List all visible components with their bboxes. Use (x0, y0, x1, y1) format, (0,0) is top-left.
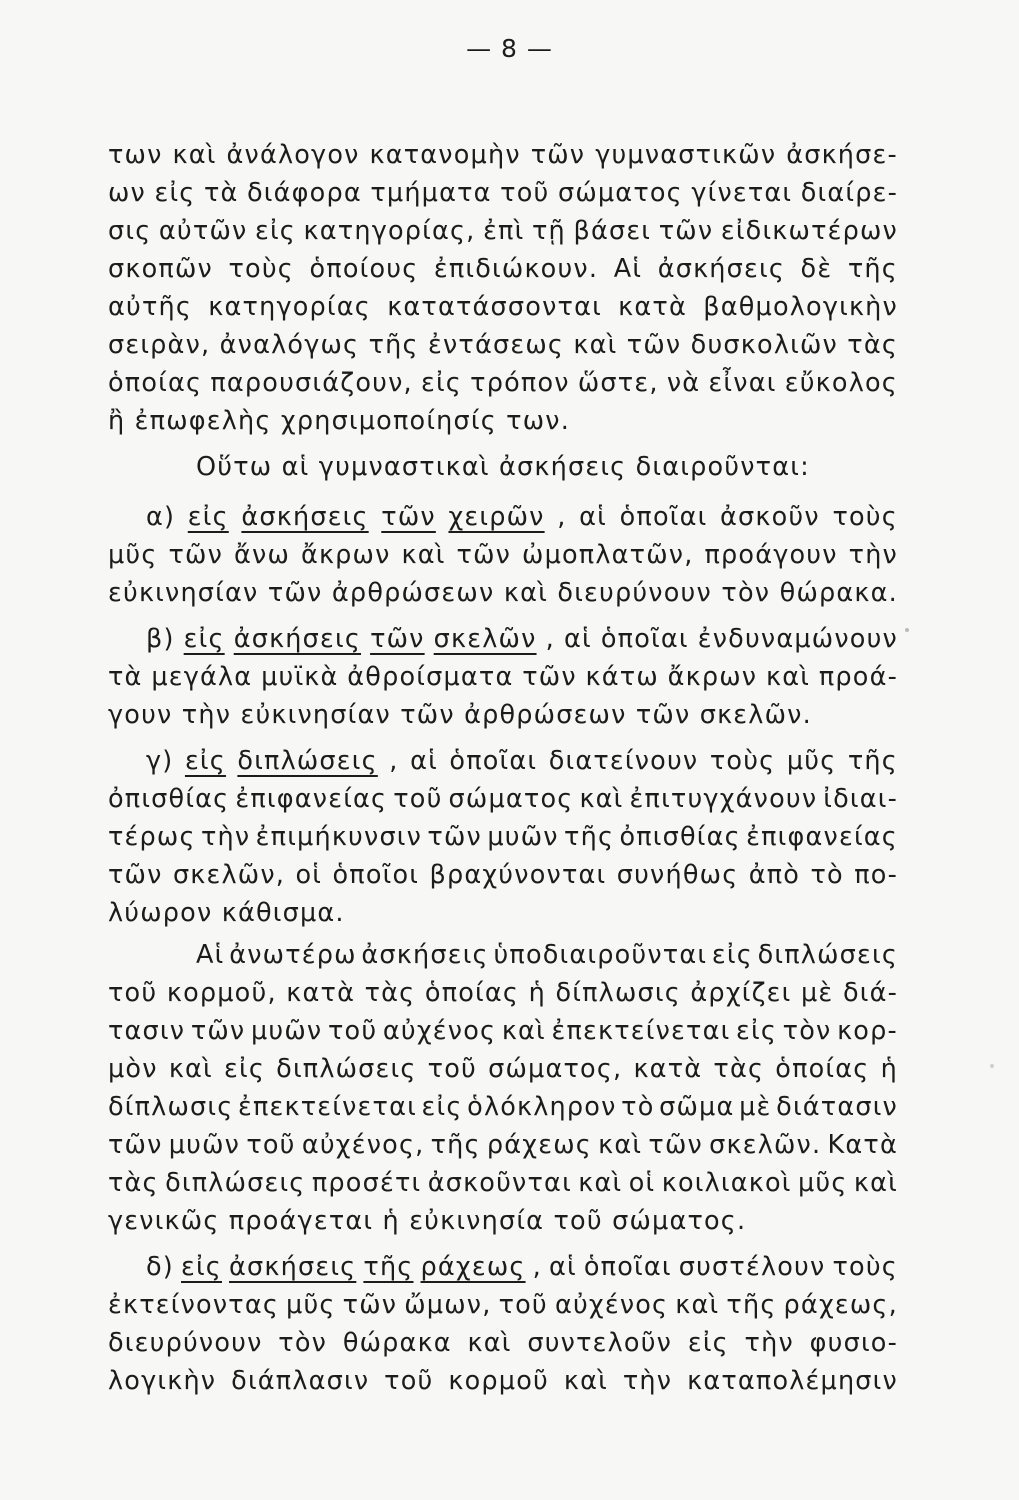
word: τῶν (456, 540, 512, 570)
word: ὀπισθίας (619, 822, 741, 852)
word: κατατάσσονται (387, 292, 602, 322)
word: ἀνάλογον (226, 140, 360, 170)
word: ὤμων, (404, 1290, 492, 1320)
word: τῶν (168, 540, 224, 570)
word: μῦς (797, 1168, 848, 1198)
word: ἄκρων (300, 540, 391, 570)
word: συντελοῦν (527, 1328, 673, 1358)
word: διευρύνουν (557, 578, 712, 608)
word: αὐχένος, (301, 1130, 425, 1160)
word: ὁποῖαι (600, 624, 689, 654)
word: θώρακα (342, 1328, 452, 1358)
word: ὁλόκληρον (467, 1092, 617, 1122)
word: τὴν (200, 822, 251, 852)
word: τῶν (108, 1130, 163, 1160)
word: μυῶν (168, 1130, 241, 1160)
word: ράχεως, (783, 1290, 898, 1320)
word: σκελῶν. (709, 1130, 822, 1160)
word: ἀπὸ (748, 860, 801, 890)
word: ἐπεκτείνεται (551, 1016, 731, 1046)
word: νὰ (666, 368, 701, 398)
text-line: λύωρον κάθισμα. (108, 898, 345, 928)
word: λογικὴν (108, 1366, 217, 1396)
word: ἀσκήσεις (657, 254, 786, 284)
word: ἀθροίσματα (347, 662, 514, 692)
word: μυῶν (487, 822, 559, 852)
underlined-word: διπλώσεις (237, 746, 378, 776)
word: αἱ (548, 1252, 577, 1282)
word: σῶμα (659, 1092, 735, 1122)
word: μὲ (739, 1092, 772, 1122)
word: διαίρε- (800, 178, 898, 208)
word: εἰς (224, 1054, 266, 1084)
word: κατανομὴν (369, 140, 521, 170)
word: διευρύνουν (108, 1328, 263, 1358)
word: διάφορα (247, 178, 362, 208)
text-line (108, 216, 898, 246)
word: κορμοῦ, (166, 978, 277, 1008)
underlined-word: ἀσκήσεις (233, 624, 362, 654)
word: κατὰ (286, 978, 356, 1008)
underlined-word: ἀσκήσεις (241, 502, 369, 532)
underlined-word: τῶν (381, 502, 436, 532)
word: εἰς (255, 216, 296, 246)
word: ἡ (528, 978, 546, 1008)
word: τοῦ (500, 178, 550, 208)
word: δ) (146, 1252, 174, 1282)
word: τῶν (190, 1016, 246, 1046)
word: ὁποίους (309, 254, 419, 284)
word: διά- (842, 978, 898, 1008)
word: β) (146, 624, 175, 654)
word: καὶ (579, 784, 624, 814)
word: οἱ (628, 1168, 656, 1198)
word: τῶν (522, 662, 577, 692)
word: διπλώσεις (276, 1054, 417, 1084)
word: τὸν (721, 578, 771, 608)
word: σκοπῶν (108, 254, 213, 284)
word: τῆς (726, 1290, 777, 1320)
word: ἐντάσεως (427, 330, 565, 360)
text-line (108, 178, 898, 208)
word: , (545, 624, 555, 654)
word: τῆς (368, 330, 419, 360)
word: διπλώσεις (757, 940, 898, 970)
word: τῇ (532, 216, 566, 246)
word: εὐκινησίαν (108, 578, 259, 608)
text-line (108, 1054, 898, 1084)
word: πο- (854, 860, 898, 890)
underlined-word: τῆς (363, 1252, 414, 1282)
word: κορμοῦ (448, 1366, 549, 1396)
word: μὸν (108, 1054, 158, 1084)
text-line (108, 292, 898, 322)
word: Αἱ (196, 940, 225, 970)
word: αὐτῶν (158, 216, 248, 246)
word: κατηγορίας, (303, 216, 476, 246)
word: σώματος (557, 178, 683, 208)
text-line (108, 578, 898, 608)
word: τοῦ (246, 1130, 296, 1160)
text-line (108, 330, 898, 360)
word: ἀρχίζει (690, 978, 792, 1008)
word: τῆς (847, 746, 898, 776)
underlined-word: σκελῶν (433, 624, 537, 654)
word: τέρως (108, 822, 196, 852)
word: ὁποῖαι (449, 746, 538, 776)
word: τῶν (108, 860, 163, 890)
underlined-word: εἰς (187, 502, 229, 532)
word: διάτασιν (776, 1092, 898, 1122)
word: τὰ (203, 178, 239, 208)
word: τῶν (648, 1130, 703, 1160)
word: τῶν (530, 140, 586, 170)
word: καὶ (168, 1054, 213, 1084)
word: διάπλασιν (231, 1366, 370, 1396)
word: μῦς (108, 540, 158, 570)
text-line (108, 978, 898, 1008)
word: ὁποῖαι (583, 1252, 672, 1282)
word: καὶ (563, 1366, 608, 1396)
word: καὶ (573, 330, 618, 360)
word: δυσκολιῶν (690, 330, 838, 360)
word: τὸν (782, 1016, 832, 1046)
word: δὲ (800, 254, 833, 284)
word: ἀσκοῦνται (427, 1168, 572, 1198)
word: ὁποίας (775, 1054, 870, 1084)
text-line (108, 662, 898, 692)
word: ἐπιμήκυνσιν (255, 822, 423, 852)
word: σώματος, (488, 1054, 623, 1084)
word: κοιλιακοὶ (661, 1168, 792, 1198)
text-line (108, 368, 898, 398)
word: ὁποίας (108, 368, 203, 398)
word: τοῦ (327, 1016, 378, 1046)
word: τῶν (267, 578, 323, 608)
word: καὶ (401, 540, 446, 570)
word: αἱ (410, 746, 438, 776)
word: αὐχένος (382, 1016, 497, 1046)
word: καὶ (172, 140, 217, 170)
word: τοὺς (832, 1252, 898, 1282)
word: τοῦ (393, 784, 443, 814)
word: βραχύνονται (429, 860, 607, 890)
word: τοῦ (108, 978, 158, 1008)
word: ὠμοπλατῶν, (522, 540, 694, 570)
word: προά- (818, 662, 898, 692)
word: σκελῶν, (172, 860, 286, 890)
word: των (108, 140, 163, 170)
text-line (108, 1130, 898, 1160)
word: σις (108, 216, 152, 246)
word: συνήθως (616, 860, 739, 890)
word: καὶ (578, 1168, 623, 1198)
text-line: ἢ ἐπωφελὴς χρησιμοποίησίς των. (108, 406, 571, 436)
word: ἐπιδιώκουν. (433, 254, 599, 284)
text-line (108, 1016, 898, 1046)
word: καὶ (501, 1016, 546, 1046)
word: εἰς (421, 1092, 463, 1122)
word: ἐκτείνοντας (108, 1290, 279, 1320)
word: σειρὰν, (108, 330, 211, 360)
word: αἱ (563, 624, 592, 654)
print-speck (990, 1064, 994, 1068)
word: ἐπιτυγχάνουν (629, 784, 818, 814)
underlined-word: ράχεως (420, 1252, 526, 1282)
word: κορ- (837, 1016, 898, 1046)
word: ἐπιφανείας (746, 822, 898, 852)
word: τῶν (626, 330, 682, 360)
text-line (108, 1328, 898, 1358)
text-line: γουν τὴν εὐκινησίαν τῶν ἀρθρώσεων τῶν σκελῶν. (108, 700, 812, 730)
print-speck (905, 628, 909, 632)
word: μυϊκὰ (261, 662, 339, 692)
word: α) (146, 502, 176, 532)
word: προσέτι (311, 1168, 422, 1198)
word: καὶ (853, 1168, 898, 1198)
underlined-word: εἰς (181, 1252, 222, 1282)
word: τρόπον (470, 368, 570, 398)
word: γ) (146, 746, 174, 776)
word: κατὰ (618, 292, 687, 322)
text-line (108, 784, 898, 814)
word: ράχεως (486, 1130, 592, 1160)
word: τὸν (278, 1328, 328, 1358)
text-line: γενικῶς προάγεται ἡ εὐκινησία τοῦ σώματος. (108, 1206, 747, 1236)
word: τὰς (108, 1168, 159, 1198)
word: αὐχένος (554, 1290, 669, 1320)
text-line (196, 940, 898, 970)
word: θώρακα. (779, 578, 898, 608)
word: ἀρθρώσεων (331, 578, 495, 608)
underlined-word: τῶν (370, 624, 425, 654)
word: μῦς (786, 746, 837, 776)
word: Κατὰ (827, 1130, 898, 1160)
word: , (389, 746, 399, 776)
word: τῆς (847, 254, 898, 284)
word: εἰς (421, 368, 462, 398)
word: γυμναστικῶν (595, 140, 777, 170)
text-line (146, 746, 898, 776)
word: ὑποδιαιροῦνται (493, 940, 708, 970)
word: εἰς (154, 178, 196, 208)
word: δίπλωσις (555, 978, 681, 1008)
text-line (108, 1366, 898, 1396)
word: τῆς (564, 822, 615, 852)
underlined-word: εἰς (184, 746, 226, 776)
word: τὴν (744, 1328, 794, 1358)
word: καὶ (675, 1290, 720, 1320)
word: κατηγορίας (208, 292, 371, 322)
word: βάσει (573, 216, 652, 246)
word: τῶν (342, 1290, 398, 1320)
word: τοὺς (709, 746, 776, 776)
text-line (108, 1092, 898, 1122)
word: Αἱ (613, 254, 643, 284)
word: ἐπὶ (483, 216, 525, 246)
word: μῦς (286, 1290, 336, 1320)
word: τὰς (713, 1054, 765, 1084)
word: τὴν (622, 1366, 673, 1396)
word: καὶ (598, 1130, 643, 1160)
text-line (108, 1290, 898, 1320)
word: γίνεται (691, 178, 793, 208)
text-line (146, 624, 898, 654)
word: συστέλουν (678, 1252, 826, 1282)
word: τοῦ (427, 1054, 477, 1084)
word: καὶ (766, 662, 811, 692)
word: κάτω (585, 662, 659, 692)
word: παρουσιάζουν, (210, 368, 413, 398)
underlined-word: χειρῶν (448, 502, 545, 532)
word: τοῦ (498, 1290, 548, 1320)
text-line (146, 1252, 898, 1282)
word: εἰδικωτέρων (720, 216, 898, 246)
word: ὁποίας (424, 978, 520, 1008)
word: τασιν (108, 1016, 186, 1046)
word: ὁποῖαι (619, 502, 708, 532)
word: τὰς (847, 330, 898, 360)
word: εὔκολος (784, 368, 898, 398)
word: εἰς (711, 940, 753, 970)
word: ἀσκήσε- (786, 140, 898, 170)
text-line (146, 502, 898, 532)
word: τὰς (364, 978, 416, 1008)
page-number: — 8 — (466, 34, 553, 63)
word: ἀσκοῦν (720, 502, 820, 532)
word: προάγουν (704, 540, 838, 570)
word: καὶ (467, 1328, 512, 1358)
word: μὲ (801, 978, 834, 1008)
word: ἐνδυναμώνουν (697, 624, 898, 654)
word: ἐπιφανείας (235, 784, 388, 814)
word: ἰδιαι- (823, 784, 898, 814)
text-line (108, 140, 898, 170)
text-line (108, 254, 898, 284)
word: καὶ (503, 578, 548, 608)
word: αἱ (579, 502, 607, 532)
word: τῆς (430, 1130, 481, 1160)
word: διπλώσεις (165, 1168, 306, 1198)
underlined-word: ἀσκήσεις (229, 1252, 357, 1282)
word: τὸ (810, 860, 844, 890)
word: κατὰ (633, 1054, 703, 1084)
word: τμήματα (370, 178, 492, 208)
word: δίπλωσις (108, 1092, 234, 1122)
word: ἀναλόγως (219, 330, 360, 360)
word: τὴν (848, 540, 898, 570)
word: εἰς (736, 1016, 778, 1046)
word: εἶναι (708, 368, 777, 398)
word: ὀπισθίας (108, 784, 230, 814)
word: τοὺς (228, 254, 294, 284)
word: τῶν (658, 216, 714, 246)
word: ων (108, 178, 146, 208)
word: καταπολέμησιν (687, 1366, 898, 1396)
word: διατείνουν (548, 746, 699, 776)
word: ὥστε, (577, 368, 659, 398)
word: ἀνωτέρω (229, 940, 357, 970)
text-line (108, 860, 898, 890)
word: τοῦ (384, 1366, 434, 1396)
word: μυῶν (250, 1016, 323, 1046)
word: τὸ (621, 1092, 655, 1122)
word: ἀσκήσεις (361, 940, 489, 970)
word: τῶν (427, 822, 482, 852)
word: , (557, 502, 567, 532)
word: ἡ (880, 1054, 898, 1084)
word: ἄκρων (667, 662, 758, 692)
text-line (108, 540, 898, 570)
word: , (532, 1252, 542, 1282)
word: φυσιο- (809, 1328, 898, 1358)
word: τοὺς (832, 502, 898, 532)
text-line: Οὕτω αἱ γυμναστικαὶ ἀσκήσεις διαιροῦνται: (196, 452, 810, 482)
underlined-word: εἰς (183, 624, 225, 654)
word: ἐπεκτείνεται (238, 1092, 417, 1122)
word: αὐτῆς (108, 292, 193, 322)
word: ἄνω (233, 540, 290, 570)
text-line (108, 822, 898, 852)
word: σώματος (448, 784, 574, 814)
text-line (108, 1168, 898, 1198)
word: οἱ (295, 860, 323, 890)
word: μεγάλα (151, 662, 253, 692)
word: βαθμολογικὴν (703, 292, 898, 322)
word: εἰς (687, 1328, 729, 1358)
word: ὁποῖοι (332, 860, 420, 890)
word: τὰ (108, 662, 143, 692)
